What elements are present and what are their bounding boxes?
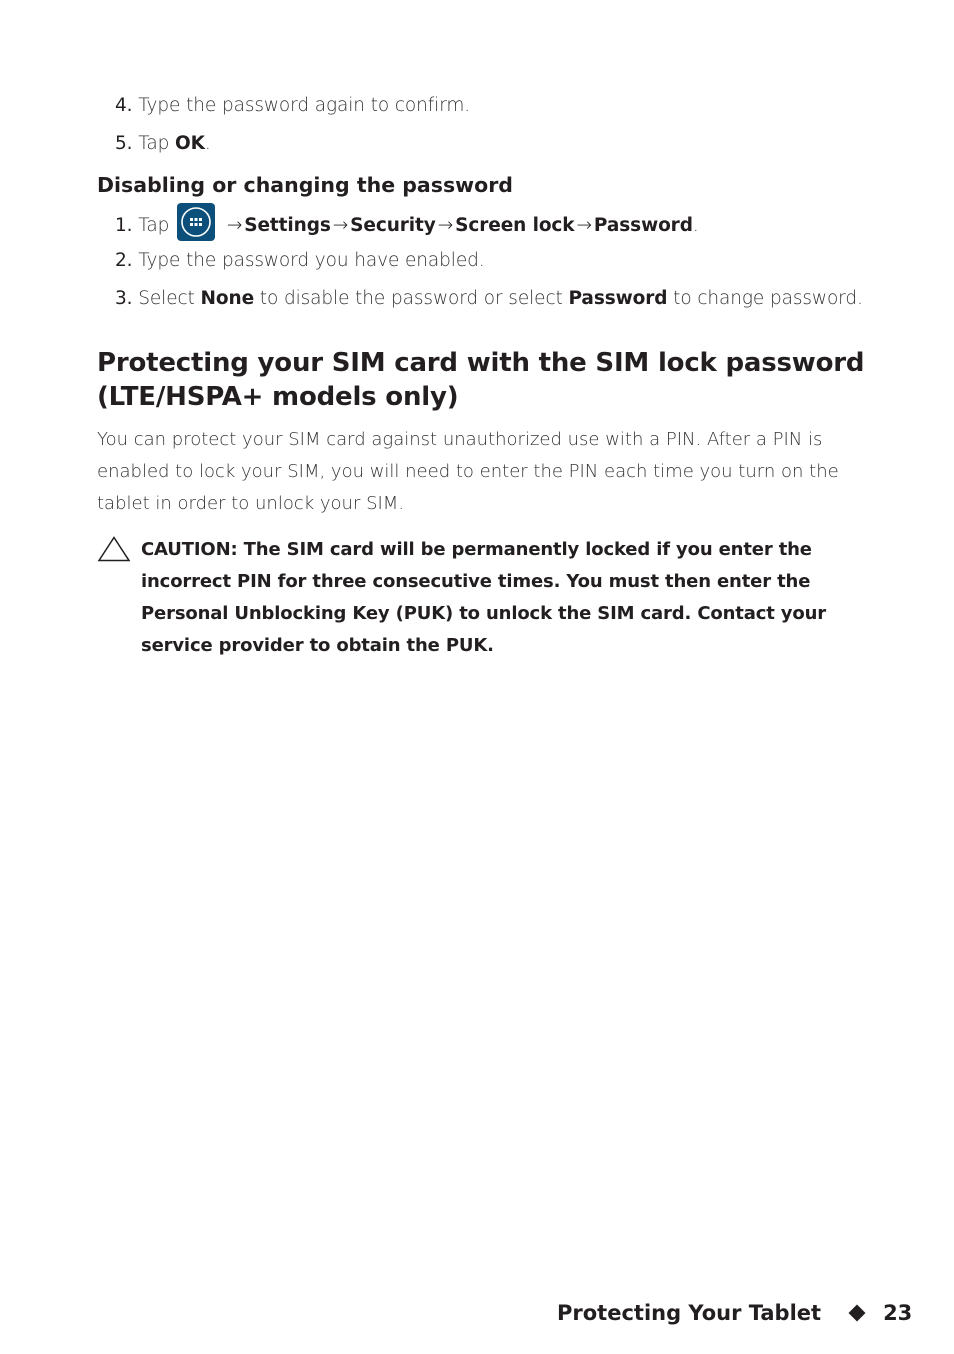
caution-triangle-icon: [97, 536, 131, 562]
disable-step-2: 2. Type the password you have enabled.: [115, 250, 485, 271]
body-paragraph: You can protect your SIM card against unauthorized use with a PIN. After a PIN is enabled to lock your SIM, you will need to enter the PIN each time you turn on the tablet in order to unlock your SIM.: [97, 429, 839, 514]
step-4: 4. Type the password again to confirm.: [115, 95, 471, 116]
footer-title: Protecting Your Tablet: [557, 1301, 822, 1325]
caution-note: CAUTION: The SIM card will be permanently locked if you enter the incorrect PIN for three consecutive times. You must then enter the Personal Unblocking Key (PUK) to unlock the SIM card. Contact your service provider to obtain the PUK.: [141, 539, 826, 656]
disable-step-3: 3. Select None to disable the password or select Password to change password.: [115, 288, 863, 309]
diamond-icon: [849, 1304, 866, 1321]
disable-step-1: 1. Tap → Settings → Security → Screen lock → Password.: [115, 211, 699, 241]
page-footer: [557, 1298, 912, 1328]
subheading: Disabling or changing the password: [97, 173, 513, 197]
section-title: Protecting your SIM card with the SIM lock password (LTE/HSPA+ models only): [97, 348, 865, 412]
apps-grid-icon: [177, 203, 215, 241]
page-number: 23: [883, 1301, 913, 1325]
ok-label: OK: [175, 133, 205, 154]
step-5: 5. Tap OK.: [115, 133, 211, 154]
